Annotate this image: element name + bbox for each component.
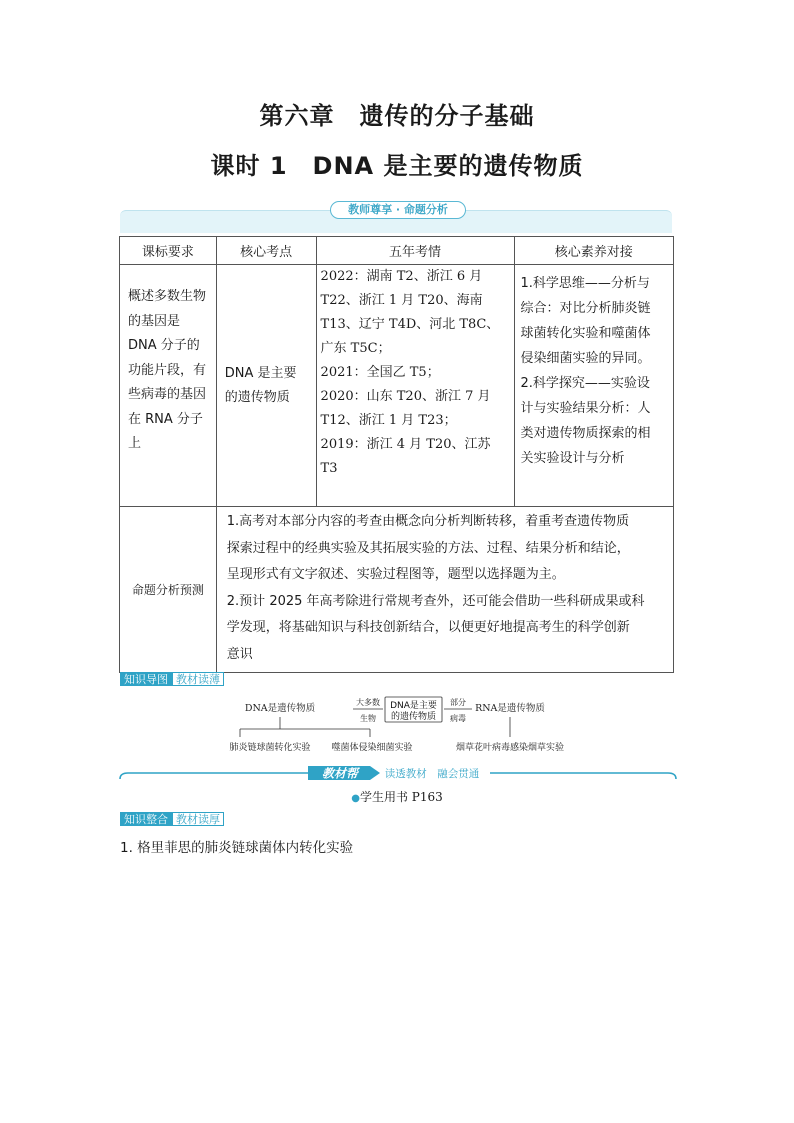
text-line: 2019：浙江 4 月 T20、江苏 [320,437,491,452]
text-line: 2.预计 2025 年高考除进行常规考查外，还可能会借助一些科研成果或科 [226,593,645,609]
label-organisms: 生物 [360,714,376,723]
cell-prediction [216,507,673,673]
section-subheading: 1. 格里菲思的肺炎链球菌体内转化实验 [120,840,354,856]
knowledge-map-diagram [220,693,580,755]
text-line: 学发现，将基础知识与科技创新结合，以便更好地提高考生的科学创新 [226,620,630,635]
node-dna-main-line2: 的遗传物质 [390,712,437,722]
cell-literacy [514,265,674,507]
integration-tag [120,812,224,826]
cell-core-point [216,265,316,507]
text-line: 2021：全国乙 T5； [320,365,440,380]
cell-prediction-label: 命题分析预测 [120,507,217,673]
label-viruses: 病毒 [450,714,466,723]
bullet-icon: ● [351,793,360,804]
text-line: 上 [128,436,142,451]
text-line: 的遗传物质 [224,389,290,405]
tag-integration: 知识整合 [120,812,172,826]
text-line: 些病毒的基因 [128,387,207,402]
text-line: 综合：对比分析肺炎链 [520,301,651,316]
tag-knowledge-map: 知识导图 [120,672,172,686]
node-dna-main-line1: DNA是主要 [390,701,437,711]
header-requirement: 课标要求 [120,237,217,265]
text-line: 球菌转化实验和噬菌体 [520,326,651,341]
text-line: 计与实验结果分析：人 [520,401,651,416]
leaf-tobacco-mosaic-virus: 烟草花叶病毒感染烟草实验 [455,743,565,753]
text-line: 侵染细菌实验的异同。 [520,351,651,366]
label-some: 部分 [450,698,466,707]
header-literacy: 核心素养对接 [514,237,674,265]
node-dna-genetic-material: DNA是遗传物质 [244,703,316,714]
header-core-point: 核心考点 [216,237,316,265]
tag-textbook-thin: 教材读薄 [172,672,224,686]
text-line: 在 RNA 分子 [128,411,203,427]
table-header-row [120,237,674,265]
section-band-label: 教师尊享 · 命题分析 [330,201,466,219]
text-line: 类对遗传物质探索的相 [520,426,651,441]
text-line: DNA 是主要 [224,365,297,381]
cell-requirement [120,265,217,507]
text-line: T22、浙江 1 月 T20、海南 [320,293,483,308]
lesson-title: 课时 1 DNA 是主要的遗传物质 [210,152,584,180]
text-line: 1.高考对本部分内容的考查由概念向分析判断转移，着重考查遗传物质 [226,514,630,529]
leaf-phage-infection: 噬菌体侵染细菌实验 [331,743,413,753]
tag-textbook-thick: 教材读厚 [172,812,224,826]
text-line: 呈现形式有文字叙述、实验过程图等，题型以选择题为主。 [226,567,565,582]
text-line: 功能片段，有 [128,362,207,378]
knowledge-map-tag [120,672,224,686]
student-book-ref-text: 学生用书 P163 [359,790,443,804]
text-line: T3 [320,461,338,476]
student-book-ref [0,788,794,805]
text-line: DNA 分子的 [128,338,200,353]
table-row [120,507,674,673]
text-line: 探索过程中的经典实验及其拓展实验的方法、过程、结果分析和结论， [226,540,630,556]
text-line: 2020：山东 T20、浙江 7 月 [320,389,491,404]
text-line: T12、浙江 1 月 T23； [320,413,457,428]
leaf-pneumococcus-transformation: 肺炎链球菌转化实验 [229,743,311,753]
text-line: 概述多数生物 [128,289,207,304]
cell-exam-history [316,265,514,507]
text-line: 2.科学探究——实验设 [520,376,650,391]
text-line: 2022：湖南 T2、浙江 6 月 [320,269,483,284]
text-line: 意识 [226,646,253,662]
slogan: 读透教材 融会贯通 [384,768,480,780]
chapter-title: 第六章 遗传的分子基础 [259,102,535,130]
text-line: 的基因是 [128,313,181,329]
label-most-organisms: 大多数 [356,698,380,707]
node-rna-genetic-material: RNA是遗传物质 [475,703,545,714]
text-line: 广东 T5C； [320,341,391,356]
text-line: 关实验设计与分析 [520,451,625,466]
text-line: 1.科学思维——分析与 [520,276,650,291]
table-row [120,265,674,507]
analysis-table [119,236,674,673]
text-line: T13、辽宁 T4D、河北 T8C、 [320,317,500,332]
header-exam-history: 五年考情 [316,237,514,265]
badge-textbook-help: 教材帮 [321,766,359,781]
